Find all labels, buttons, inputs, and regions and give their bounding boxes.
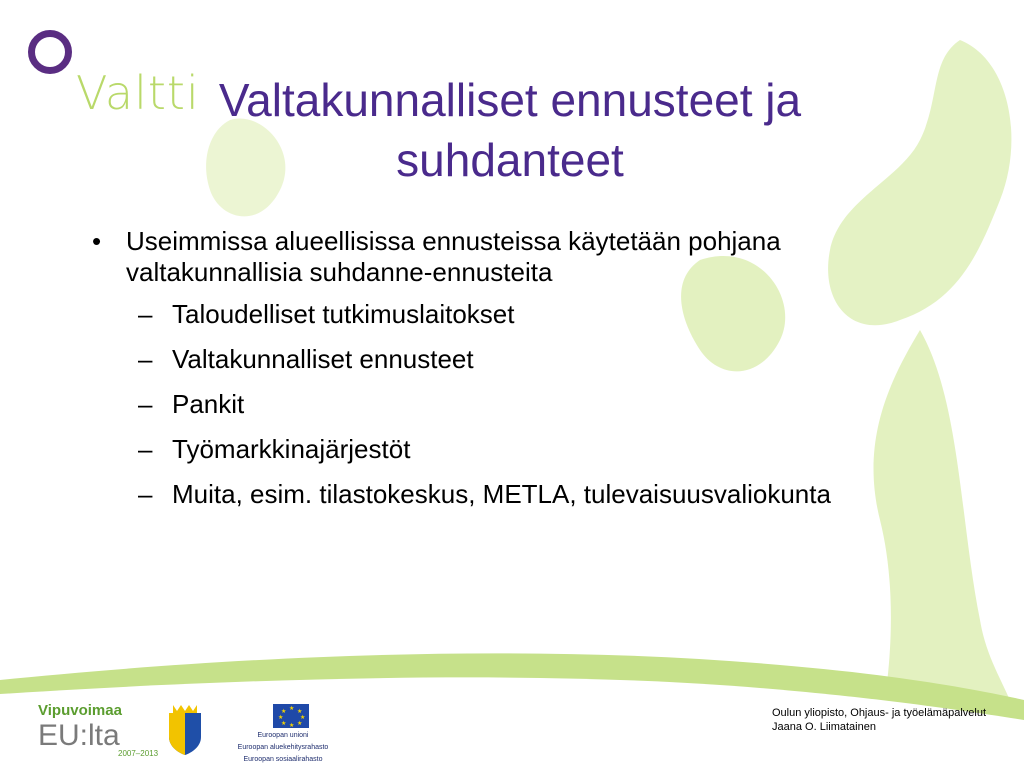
logo-text: Valtti [76,66,200,120]
sub-bullet-item: – Muita, esim. tilastokeskus, METLA, tulevaisuusvaliokunta [92,479,892,510]
vipuvoimaa-logo [38,702,158,758]
slide-content [92,226,892,524]
eu-flag-icon: ★ ★ ★ ★ ★ ★ ★ ★ [273,704,309,728]
eu-emblem [228,704,338,764]
coat-of-arms-icon [163,703,207,755]
vipuvoimaa-title: Vipuvoimaa [38,702,122,719]
sub-bullet-item: – Valtakunnalliset ennusteet [92,344,892,375]
vipuvoimaa-eu: EU:lta [38,719,120,752]
footer-credit [772,706,986,734]
eu-label: Euroopan sosiaalirahasto [243,756,323,763]
sub-bullet-item: – Työmarkkinajärjestöt [92,434,892,465]
sub-bullet-item: – Taloudelliset tutkimuslaitokset [92,299,892,330]
eu-label: Euroopan aluekehitysrahasto [237,744,329,751]
eu-label: Euroopan unioni [257,732,309,739]
slide-title: Valtakunnalliset ennusteet ja suhdanteet [218,74,802,186]
logo-ring-icon [28,30,72,74]
vipuvoimaa-years: 2007–2013 [118,749,159,758]
footer-line: Jaana O. Liimatainen [772,721,876,733]
sub-bullet-item: – Pankit [92,389,892,420]
bullet-item: • Useimmissa alueellisissa ennusteissa käytetään pohjana valtakunnallisia suhdanne-ennusteita [92,226,892,288]
footer-line: Oulun yliopisto, Ohjaus- ja työelämäpalvelut [772,707,987,719]
